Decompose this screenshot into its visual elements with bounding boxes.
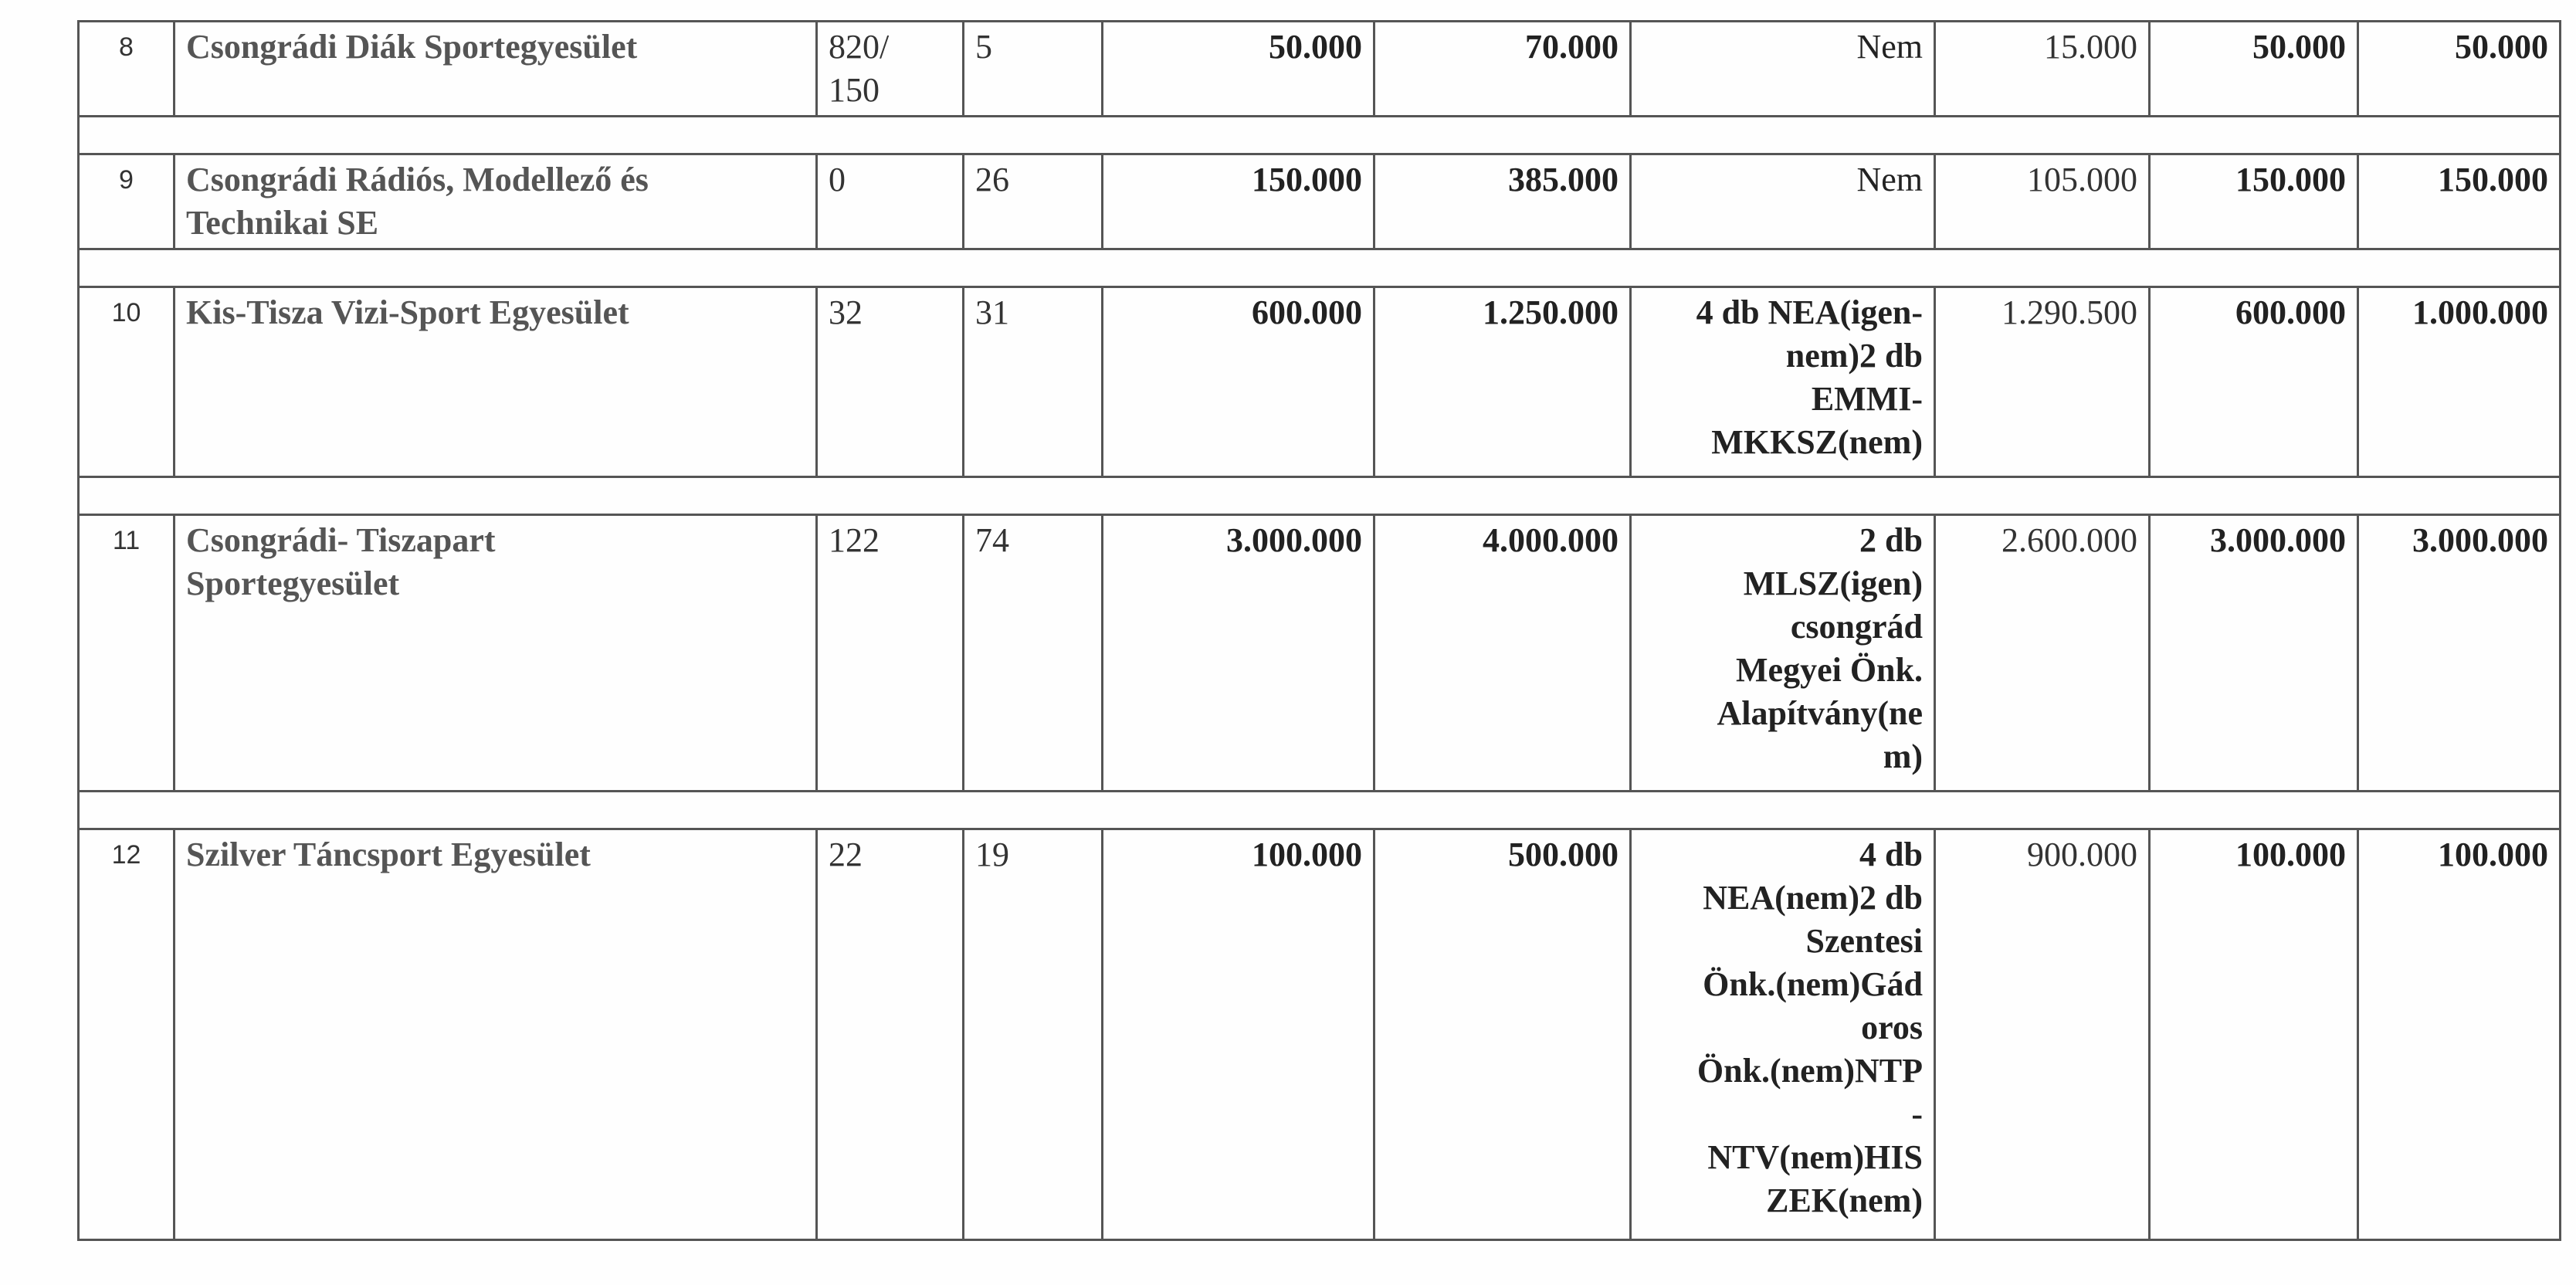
budget-amount: 70.000 bbox=[1374, 22, 1631, 117]
other-grants: 4 db NEA(nem)2 db Szentesi Önk.(nem)Gád oros Önk.(nem)NTP - NTV(nem)HIS ZEK(nem) bbox=[1631, 829, 1935, 1240]
count-cell: 19 bbox=[964, 829, 1103, 1240]
row-spacer bbox=[79, 117, 2561, 154]
table-row bbox=[79, 515, 2561, 792]
members-cell: 22 bbox=[817, 829, 964, 1240]
table-row bbox=[79, 287, 2561, 477]
previous-amount: 105.000 bbox=[1935, 154, 2150, 249]
row-spacer bbox=[79, 249, 2561, 287]
row-number: 12 bbox=[79, 829, 175, 1240]
proposal-amount: 3.000.000 bbox=[2150, 515, 2358, 792]
members-cell: 122 bbox=[817, 515, 964, 792]
row-spacer bbox=[79, 477, 2561, 515]
other-grants: 2 db MLSZ(igen) csongrád Megyei Önk. Alapítvány(ne m) bbox=[1631, 515, 1935, 792]
row-number: 9 bbox=[79, 154, 175, 249]
decision-amount: 1.000.000 bbox=[2358, 287, 2561, 477]
requested-amount: 50.000 bbox=[1103, 22, 1374, 117]
decision-amount: 100.000 bbox=[2358, 829, 2561, 1240]
requested-amount: 600.000 bbox=[1103, 287, 1374, 477]
organization-name: Kis-Tisza Vizi-Sport Egyesület bbox=[175, 287, 817, 477]
organization-name: Csongrádi Diák Sportegyesület bbox=[175, 22, 817, 117]
table-row bbox=[79, 22, 2561, 117]
requested-amount: 100.000 bbox=[1103, 829, 1374, 1240]
requested-amount: 3.000.000 bbox=[1103, 515, 1374, 792]
decision-amount: 50.000 bbox=[2358, 22, 2561, 117]
other-grants: Nem bbox=[1631, 154, 1935, 249]
budget-amount: 500.000 bbox=[1374, 829, 1631, 1240]
previous-amount: 2.600.000 bbox=[1935, 515, 2150, 792]
row-number: 10 bbox=[79, 287, 175, 477]
previous-amount: 900.000 bbox=[1935, 829, 2150, 1240]
row-number: 11 bbox=[79, 515, 175, 792]
organization-name: Szilver Táncsport Egyesület bbox=[175, 829, 817, 1240]
requested-amount: 150.000 bbox=[1103, 154, 1374, 249]
row-number: 8 bbox=[79, 22, 175, 117]
other-grants: Nem bbox=[1631, 22, 1935, 117]
budget-amount: 385.000 bbox=[1374, 154, 1631, 249]
members-cell: 820/ 150 bbox=[817, 22, 964, 117]
members-cell: 32 bbox=[817, 287, 964, 477]
budget-amount: 1.250.000 bbox=[1374, 287, 1631, 477]
decision-amount: 150.000 bbox=[2358, 154, 2561, 249]
proposal-amount: 150.000 bbox=[2150, 154, 2358, 249]
previous-amount: 1.290.500 bbox=[1935, 287, 2150, 477]
count-cell: 26 bbox=[964, 154, 1103, 249]
count-cell: 31 bbox=[964, 287, 1103, 477]
row-spacer bbox=[79, 792, 2561, 829]
previous-amount: 15.000 bbox=[1935, 22, 2150, 117]
proposal-amount: 50.000 bbox=[2150, 22, 2358, 117]
proposal-amount: 100.000 bbox=[2150, 829, 2358, 1240]
other-grants: 4 db NEA(igen- nem)2 db EMMI- MKKSZ(nem) bbox=[1631, 287, 1935, 477]
table-row bbox=[79, 154, 2561, 249]
organization-name: Csongrádi Rádiós, Modellező és Technikai SE bbox=[175, 154, 817, 249]
grant-table bbox=[77, 20, 2561, 1241]
organization-name: Csongrádi- Tiszapart Sportegyesület bbox=[175, 515, 817, 792]
table-row bbox=[79, 829, 2561, 1240]
decision-amount: 3.000.000 bbox=[2358, 515, 2561, 792]
budget-amount: 4.000.000 bbox=[1374, 515, 1631, 792]
count-cell: 74 bbox=[964, 515, 1103, 792]
proposal-amount: 600.000 bbox=[2150, 287, 2358, 477]
members-cell: 0 bbox=[817, 154, 964, 249]
count-cell: 5 bbox=[964, 22, 1103, 117]
